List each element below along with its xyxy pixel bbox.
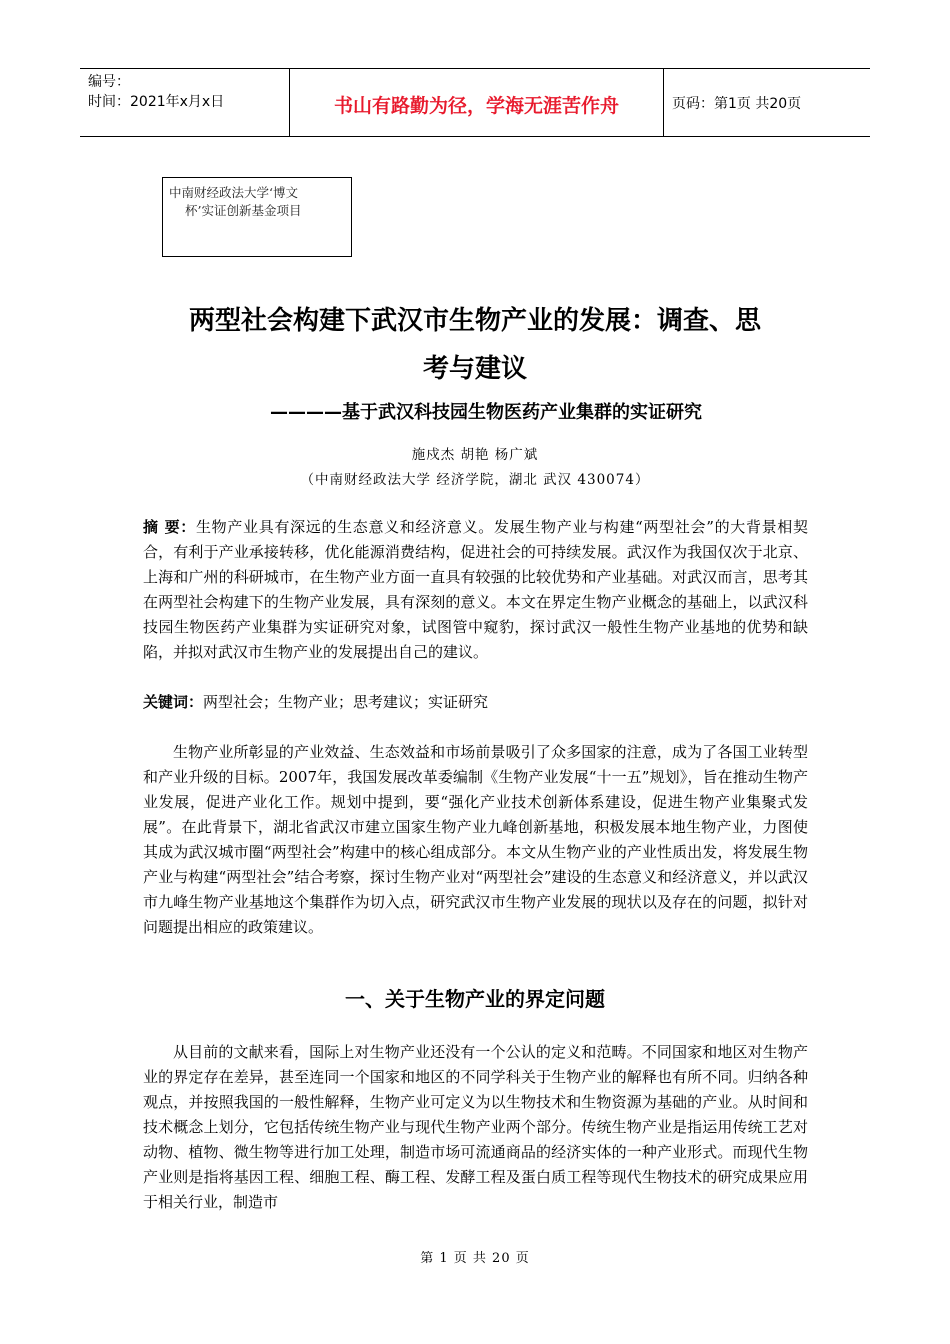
keywords-text: 两型社会；生物产业；思考建议；实证研究 [203, 693, 489, 711]
header-motto: 书山有路勤为径，学海无涯苦作舟 [290, 69, 664, 136]
page-footer: 第 1 页 共 20 页 [420, 1251, 530, 1266]
title-line-1: 两型社会构建下武汉市生物产业的发展：调查、思 [188, 306, 761, 336]
subtitle: ————基于武汉科技园生物医药产业集群的实证研究 [270, 402, 702, 423]
header-page-info: 页码：第1页 共20页 [672, 95, 802, 112]
keywords [143, 690, 808, 715]
fund-project-box [162, 177, 352, 257]
title-line-2: 考与建议 [422, 354, 527, 384]
abstract-label: 摘 要： [143, 518, 196, 536]
header-meta [80, 69, 290, 136]
number-label: 编号： [88, 74, 130, 90]
abstract [143, 515, 808, 665]
date-line: 时间：2021年x月x日 [88, 94, 225, 110]
section-1-paragraph: 从目前的文献来看，国际上对生物产业还没有一个公认的定义和范畴。不同国家和地区对生物产业的界定存在差异，甚至连同一个国家和地区的不同学科关于生物产业的解释也有所不同。归纳各种观点，并按照我国的一般性解释，生物产业可定义为以生物技术和生物资源为基础的产业。从时间和技术概念上划分，它包括传统生物产业与现代生物产业两个部分。传统生物产业是指运用传统工艺对动物、植物、微生物等进行加工处理，制造市场可流通商品的经济实体的一种产业形式。而现代生物产业则是指将基因工程、细胞工程、酶工程、发酵工程及蛋白质工程等现代生物技术的研究成果应用于相关行业，制造市 [143, 1043, 808, 1211]
section-1-heading: 一、关于生物产业的界定问题 [345, 987, 605, 1011]
intro-paragraph: 生物产业所彰显的产业效益、生态效益和市场前景吸引了众多国家的注意，成为了各国工业转型和产业升级的目标。2007年，我国发展改革委编制《生物产业发展“十一五”规划》，旨在推动生物产业发展，促进产业化工作。规划中提到，要“强化产业技术创新体系建设，促进生物产业集聚式发展”。在此背景下，湖北省武汉市建立国家生物产业九峰创新基地，积极发展本地生物产业，力图使其成为武汉城市圈“两型社会”构建中的核心组成部分。本文从生物产业的产业性质出发，将发展生物产业与构建“两型社会”结合考察，探讨生物产业对“两型社会”建设的生态意义和经济意义，并以武汉市九峰生物产业基地这个集群作为切入点，研究武汉市生物产业发展的现状以及存在的问题，拟针对问题提出相应的政策建议。 [143, 743, 808, 936]
keywords-label: 关键词： [143, 693, 204, 711]
authors: 施戍杰 胡艳 杨广斌 [411, 447, 539, 463]
affiliation: （中南财经政法大学 经济学院，湖北 武汉 430074） [300, 472, 650, 488]
abstract-text: 生物产业具有深远的生态意义和经济意义。发展生物产业与构建“两型社会”的大背景相契合，有利于产业承接转移，优化能源消费结构，促进社会的可持续发展。武汉作为我国仅次于北京、上海和广州的科研城市，在生物产业方面一直具有较强的比较优势和产业基础。对武汉而言，思考其在两型社会构建下的生物产业发展，具有深刻的意义。本文在界定生物产业概念的基础上，以武汉科技园生物医药产业集群为实证研究对象，试图管中窥豹，探讨武汉一般性生物产业基地的优势和缺陷，并拟对武汉市生物产业的发展提出自己的建议。 [143, 518, 808, 661]
fund-line-1: 中南财经政法大学‘博文 [169, 185, 298, 200]
header-table [80, 68, 870, 137]
fund-line-2: 杯’实证创新基金项目 [185, 203, 302, 218]
